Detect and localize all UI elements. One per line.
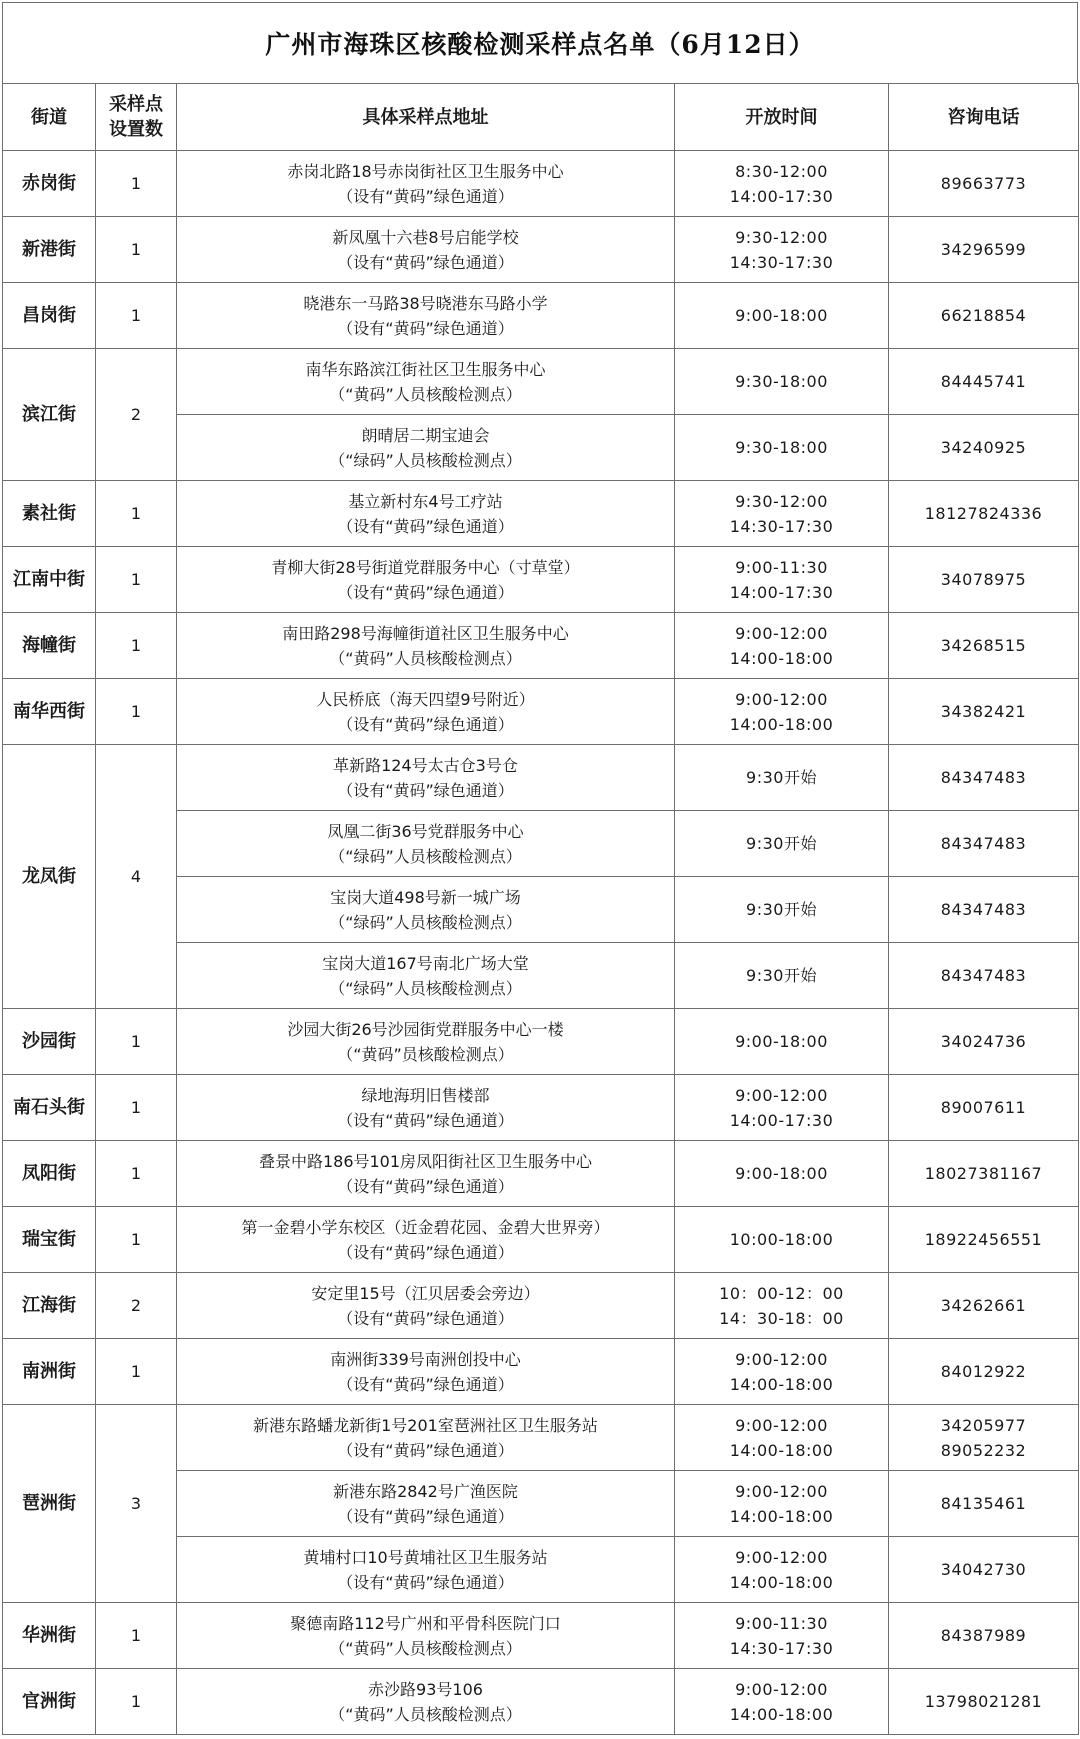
address-note: （设有“黄码”绿色通道） bbox=[337, 1440, 514, 1460]
address-note: （设有“黄码”绿色通道） bbox=[337, 1308, 514, 1328]
hours-line: 9:00-18:00 bbox=[735, 1032, 828, 1051]
hours-line: 14:00-18:00 bbox=[729, 1572, 834, 1592]
hours-cell bbox=[675, 1009, 889, 1075]
header-count-line2: 设置数 bbox=[109, 119, 163, 140]
hours-cell bbox=[675, 1669, 889, 1735]
address-line: 朗晴居二期宝迪会 bbox=[361, 425, 490, 445]
address-note: （设有“黄码”绿色通道） bbox=[337, 1242, 514, 1262]
phone-number: 84135461 bbox=[940, 1494, 1027, 1513]
hours-line: 10：00-12：00 bbox=[719, 1283, 844, 1303]
address-note: （设有“黄码”绿色通道） bbox=[337, 714, 514, 734]
table-row bbox=[3, 1273, 1079, 1339]
hours-line: 9:00-12:00 bbox=[735, 1349, 828, 1369]
hours-cell bbox=[675, 1471, 889, 1537]
address-line: 青柳大街28号街道党群服务中心（寸草堂） bbox=[271, 557, 580, 577]
site-count-cell: 1 bbox=[96, 481, 177, 547]
table-row bbox=[3, 613, 1079, 679]
street-cell: 官洲街 bbox=[3, 1669, 96, 1735]
street-cell: 龙凤街 bbox=[3, 745, 96, 1009]
hours-cell bbox=[675, 943, 889, 1009]
hours-line: 14：30-18：00 bbox=[719, 1308, 844, 1328]
street-cell: 沙园街 bbox=[3, 1009, 96, 1075]
address-note: （设有“黄码”绿色通道） bbox=[337, 1176, 514, 1196]
site-count-cell: 1 bbox=[96, 283, 177, 349]
hours-line: 9:30-18:00 bbox=[735, 438, 828, 457]
hours-line: 14:00-18:00 bbox=[729, 648, 834, 668]
address-cell bbox=[177, 1207, 675, 1273]
hours-line: 9:30开始 bbox=[746, 900, 817, 919]
hours-line: 9:00-18:00 bbox=[735, 1164, 828, 1183]
phone-number: 34268515 bbox=[940, 636, 1027, 655]
hours-line: 14:00-18:00 bbox=[729, 1704, 834, 1724]
address-line: 沙园大街26号沙园街党群服务中心一楼 bbox=[287, 1019, 564, 1039]
header-address: 具体采样点地址 bbox=[177, 84, 675, 151]
address-line: 晓港东一马路38号晓港东马路小学 bbox=[303, 293, 548, 313]
hours-line: 9:30开始 bbox=[746, 966, 817, 985]
phone-number: 13798021281 bbox=[924, 1692, 1043, 1711]
address-cell bbox=[177, 547, 675, 613]
phone-cell bbox=[889, 1207, 1079, 1273]
header-hours: 开放时间 bbox=[675, 84, 889, 151]
phone-number: 34240925 bbox=[940, 438, 1027, 457]
hours-cell bbox=[675, 481, 889, 547]
hours-cell bbox=[675, 349, 889, 415]
phone-cell bbox=[889, 613, 1079, 679]
phone-number: 18127824336 bbox=[924, 504, 1043, 523]
address-cell bbox=[177, 877, 675, 943]
address-cell bbox=[177, 349, 675, 415]
hours-cell bbox=[675, 679, 889, 745]
hours-line: 9:00-12:00 bbox=[735, 1547, 828, 1567]
street-cell: 江海街 bbox=[3, 1273, 96, 1339]
address-cell bbox=[177, 1009, 675, 1075]
table-row bbox=[3, 745, 1079, 811]
address-note: （设有“黄码”绿色通道） bbox=[337, 1374, 514, 1394]
street-cell: 琶洲街 bbox=[3, 1405, 96, 1603]
phone-cell bbox=[889, 1141, 1079, 1207]
site-count-cell: 2 bbox=[96, 349, 177, 481]
hours-line: 9:00-18:00 bbox=[735, 306, 828, 325]
address-note: （“黄码”人员核酸检测点） bbox=[329, 1638, 522, 1658]
phone-cell bbox=[889, 547, 1079, 613]
address-note: （设有“黄码”绿色通道） bbox=[337, 1110, 514, 1130]
street-cell: 瑞宝街 bbox=[3, 1207, 96, 1273]
hours-cell bbox=[675, 283, 889, 349]
phone-cell bbox=[889, 283, 1079, 349]
street-cell: 南华西街 bbox=[3, 679, 96, 745]
phone-number: 34024736 bbox=[940, 1032, 1027, 1051]
address-note: （设有“黄码”绿色通道） bbox=[337, 516, 514, 536]
address-cell bbox=[177, 151, 675, 217]
phone-number: 84387989 bbox=[940, 1626, 1027, 1645]
phone-cell bbox=[889, 1273, 1079, 1339]
address-cell bbox=[177, 811, 675, 877]
address-line: 南洲街339号南洲创投中心 bbox=[330, 1349, 521, 1369]
address-cell bbox=[177, 1405, 675, 1471]
phone-cell bbox=[889, 1009, 1079, 1075]
site-count-cell: 1 bbox=[96, 151, 177, 217]
hours-line: 8:30-12:00 bbox=[735, 161, 828, 181]
site-count-cell: 1 bbox=[96, 1603, 177, 1669]
address-line: 人民桥底（海天四望9号附近） bbox=[316, 689, 535, 709]
address-line: 基立新村东4号工疗站 bbox=[348, 491, 503, 511]
hours-cell bbox=[675, 1603, 889, 1669]
hours-line: 14:00-17:30 bbox=[729, 582, 834, 602]
phone-cell bbox=[889, 1339, 1079, 1405]
hours-line: 9:00-11:30 bbox=[735, 557, 828, 577]
phone-cell bbox=[889, 745, 1079, 811]
street-cell: 江南中街 bbox=[3, 547, 96, 613]
street-cell: 滨江街 bbox=[3, 349, 96, 481]
table-row bbox=[3, 679, 1079, 745]
hours-line: 9:00-12:00 bbox=[735, 623, 828, 643]
hours-cell bbox=[675, 745, 889, 811]
street-cell: 新港街 bbox=[3, 217, 96, 283]
phone-cell bbox=[889, 679, 1079, 745]
street-cell: 赤岗街 bbox=[3, 151, 96, 217]
header-phone: 咨询电话 bbox=[889, 84, 1079, 151]
address-cell bbox=[177, 481, 675, 547]
table-row bbox=[3, 547, 1079, 613]
phone-cell bbox=[889, 943, 1079, 1009]
table-row bbox=[3, 151, 1079, 217]
site-count-cell: 1 bbox=[96, 1669, 177, 1735]
address-note: （“绿码”人员核酸检测点） bbox=[329, 846, 522, 866]
table-body bbox=[3, 151, 1079, 1735]
table-row bbox=[3, 1009, 1079, 1075]
hours-line: 9:30开始 bbox=[746, 834, 817, 853]
phone-number: 89052232 bbox=[940, 1440, 1027, 1460]
hours-cell bbox=[675, 151, 889, 217]
table-row bbox=[3, 1075, 1079, 1141]
table-row bbox=[3, 1207, 1079, 1273]
hours-line: 9:30-18:00 bbox=[735, 372, 828, 391]
site-count-cell: 1 bbox=[96, 547, 177, 613]
street-cell: 海幢街 bbox=[3, 613, 96, 679]
address-line: 南华东路滨江街社区卫生服务中心 bbox=[305, 359, 546, 379]
hours-cell bbox=[675, 1207, 889, 1273]
address-cell bbox=[177, 1141, 675, 1207]
phone-cell bbox=[889, 811, 1079, 877]
hours-line: 14:00-18:00 bbox=[729, 1374, 834, 1394]
hours-line: 9:00-11:30 bbox=[735, 1613, 828, 1633]
phone-number: 34382421 bbox=[940, 702, 1027, 721]
address-cell bbox=[177, 1339, 675, 1405]
sampling-sites-table bbox=[2, 83, 1079, 1735]
street-cell: 南石头街 bbox=[3, 1075, 96, 1141]
address-line: 革新路124号太古仓3号仓 bbox=[333, 755, 518, 775]
table-row bbox=[3, 1141, 1079, 1207]
hours-cell bbox=[675, 1075, 889, 1141]
address-note: （设有“黄码”绿色通道） bbox=[337, 780, 514, 800]
address-cell bbox=[177, 415, 675, 481]
address-line: 宝岗大道167号南北广场大堂 bbox=[322, 953, 529, 973]
phone-cell bbox=[889, 1537, 1079, 1603]
table-row bbox=[3, 481, 1079, 547]
address-note: （设有“黄码”绿色通道） bbox=[337, 1572, 514, 1592]
phone-cell bbox=[889, 481, 1079, 547]
hours-line: 9:00-12:00 bbox=[735, 1481, 828, 1501]
address-note: （设有“黄码”绿色通道） bbox=[337, 1506, 514, 1526]
phone-number: 34205977 bbox=[940, 1415, 1027, 1435]
hours-line: 9:30开始 bbox=[746, 768, 817, 787]
address-note: （“绿码”人员核酸检测点） bbox=[329, 978, 522, 998]
address-cell bbox=[177, 1075, 675, 1141]
address-note: （设有“黄码”绿色通道） bbox=[337, 318, 514, 338]
address-cell bbox=[177, 1537, 675, 1603]
address-cell bbox=[177, 613, 675, 679]
phone-number: 34296599 bbox=[940, 240, 1027, 259]
phone-cell bbox=[889, 1603, 1079, 1669]
address-line: 赤沙路93号106 bbox=[368, 1679, 483, 1699]
street-cell: 南洲街 bbox=[3, 1339, 96, 1405]
hours-cell bbox=[675, 877, 889, 943]
address-note: （“绿码”人员核酸检测点） bbox=[329, 450, 522, 470]
address-cell bbox=[177, 1603, 675, 1669]
hours-line: 14:30-17:30 bbox=[729, 1638, 834, 1658]
table-row bbox=[3, 1603, 1079, 1669]
header-street: 街道 bbox=[3, 84, 96, 151]
street-cell: 昌岗街 bbox=[3, 283, 96, 349]
hours-line: 9:00-12:00 bbox=[735, 1679, 828, 1699]
phone-number: 34042730 bbox=[940, 1560, 1027, 1579]
street-cell: 素社街 bbox=[3, 481, 96, 547]
address-cell bbox=[177, 679, 675, 745]
address-cell bbox=[177, 943, 675, 1009]
phone-number: 18922456551 bbox=[924, 1230, 1043, 1249]
page-title: 广州市海珠区核酸检测采样点名单（6月12日） bbox=[265, 30, 815, 59]
address-line: 宝岗大道498号新一城广场 bbox=[330, 887, 521, 907]
hours-cell bbox=[675, 1273, 889, 1339]
site-count-cell: 1 bbox=[96, 1009, 177, 1075]
address-line: 叠景中路186号101房凤阳街社区卫生服务中心 bbox=[258, 1151, 593, 1171]
address-cell bbox=[177, 1273, 675, 1339]
site-count-cell: 1 bbox=[96, 1339, 177, 1405]
phone-cell bbox=[889, 877, 1079, 943]
hours-line: 14:30-17:30 bbox=[729, 252, 834, 272]
hours-line: 9:00-12:00 bbox=[735, 1085, 828, 1105]
address-line: 新港东路蟠龙新街1号201室琶洲社区卫生服务站 bbox=[253, 1415, 598, 1435]
address-line: 第一金碧小学东校区（近金碧花园、金碧大世界旁） bbox=[241, 1217, 610, 1237]
address-cell bbox=[177, 217, 675, 283]
address-line: 安定里15号（江贝居委会旁边） bbox=[311, 1283, 540, 1303]
phone-number: 89663773 bbox=[940, 174, 1027, 193]
phone-number: 84012922 bbox=[940, 1362, 1027, 1381]
address-note: （“黄码”员核酸检测点） bbox=[337, 1044, 514, 1064]
table-row bbox=[3, 1339, 1079, 1405]
header-count-line1: 采样点 bbox=[109, 94, 163, 115]
phone-number: 66218854 bbox=[940, 306, 1027, 325]
address-cell bbox=[177, 1471, 675, 1537]
phone-cell bbox=[889, 1471, 1079, 1537]
site-count-cell: 1 bbox=[96, 613, 177, 679]
hours-line: 14:00-17:30 bbox=[729, 186, 834, 206]
site-count-cell: 1 bbox=[96, 217, 177, 283]
table-row bbox=[3, 217, 1079, 283]
table-row bbox=[3, 349, 1079, 415]
hours-line: 14:00-18:00 bbox=[729, 1506, 834, 1526]
address-line: 绿地海玥旧售楼部 bbox=[361, 1085, 490, 1105]
hours-line: 14:30-17:30 bbox=[729, 516, 834, 536]
site-count-cell: 1 bbox=[96, 1141, 177, 1207]
table-row bbox=[3, 283, 1079, 349]
hours-line: 14:00-18:00 bbox=[729, 1440, 834, 1460]
address-note: （“黄码”人员核酸检测点） bbox=[329, 648, 522, 668]
phone-number: 84445741 bbox=[940, 372, 1027, 391]
hours-cell bbox=[675, 1537, 889, 1603]
address-line: 新凤凰十六巷8号启能学校 bbox=[332, 227, 519, 247]
hours-line: 9:30-12:00 bbox=[735, 227, 828, 247]
address-cell bbox=[177, 283, 675, 349]
phone-number: 34262661 bbox=[940, 1296, 1027, 1315]
street-cell: 凤阳街 bbox=[3, 1141, 96, 1207]
title-box bbox=[2, 2, 1078, 83]
site-count-cell: 4 bbox=[96, 745, 177, 1009]
hours-cell bbox=[675, 415, 889, 481]
address-note: （设有“黄码”绿色通道） bbox=[337, 582, 514, 602]
phone-number: 84347483 bbox=[940, 900, 1027, 919]
hours-cell bbox=[675, 547, 889, 613]
hours-line: 9:00-12:00 bbox=[735, 689, 828, 709]
site-count-cell: 3 bbox=[96, 1405, 177, 1603]
phone-number: 84347483 bbox=[940, 966, 1027, 985]
site-count-cell: 1 bbox=[96, 1075, 177, 1141]
table-header-row bbox=[3, 84, 1079, 151]
phone-number: 34078975 bbox=[940, 570, 1027, 589]
hours-cell bbox=[675, 217, 889, 283]
site-count-cell: 2 bbox=[96, 1273, 177, 1339]
phone-cell bbox=[889, 151, 1079, 217]
address-line: 新港东路2842号广渔医院 bbox=[333, 1481, 518, 1501]
phone-number: 84347483 bbox=[940, 768, 1027, 787]
address-line: 凤凰二街36号党群服务中心 bbox=[327, 821, 524, 841]
address-line: 聚德南路112号广州和平骨科医院门口 bbox=[290, 1613, 561, 1633]
table-row bbox=[3, 1669, 1079, 1735]
site-count-cell: 1 bbox=[96, 679, 177, 745]
phone-cell bbox=[889, 1075, 1079, 1141]
address-cell bbox=[177, 1669, 675, 1735]
phone-number: 18027381167 bbox=[924, 1164, 1043, 1183]
hours-line: 14:00-17:30 bbox=[729, 1110, 834, 1130]
phone-cell bbox=[889, 1405, 1079, 1471]
address-note: （“黄码”人员核酸检测点） bbox=[329, 384, 522, 404]
phone-cell bbox=[889, 415, 1079, 481]
address-line: 赤岗北路18号赤岗街社区卫生服务中心 bbox=[287, 161, 564, 181]
address-note: （设有“黄码”绿色通道） bbox=[337, 252, 514, 272]
hours-line: 9:30-12:00 bbox=[735, 491, 828, 511]
phone-number: 84347483 bbox=[940, 834, 1027, 853]
street-cell: 华洲街 bbox=[3, 1603, 96, 1669]
hours-line: 14:00-18:00 bbox=[729, 714, 834, 734]
document-page bbox=[2, 2, 1078, 1737]
phone-cell bbox=[889, 349, 1079, 415]
hours-cell bbox=[675, 613, 889, 679]
address-note: （“绿码”人员核酸检测点） bbox=[329, 912, 522, 932]
hours-cell bbox=[675, 1141, 889, 1207]
hours-cell bbox=[675, 1405, 889, 1471]
phone-cell bbox=[889, 1669, 1079, 1735]
phone-cell bbox=[889, 217, 1079, 283]
address-cell bbox=[177, 745, 675, 811]
hours-cell bbox=[675, 1339, 889, 1405]
address-note: （设有“黄码”绿色通道） bbox=[337, 186, 514, 206]
phone-number: 89007611 bbox=[940, 1098, 1027, 1117]
hours-line: 9:00-12:00 bbox=[735, 1415, 828, 1435]
address-line: 黄埔村口10号黄埔社区卫生服务站 bbox=[303, 1547, 548, 1567]
address-note: （“黄码”人员核酸检测点） bbox=[329, 1704, 522, 1724]
table-row bbox=[3, 1405, 1079, 1471]
hours-line: 10:00-18:00 bbox=[729, 1230, 834, 1249]
hours-cell bbox=[675, 811, 889, 877]
address-line: 南田路298号海幢街道社区卫生服务中心 bbox=[282, 623, 569, 643]
header-count bbox=[96, 84, 177, 151]
site-count-cell: 1 bbox=[96, 1207, 177, 1273]
